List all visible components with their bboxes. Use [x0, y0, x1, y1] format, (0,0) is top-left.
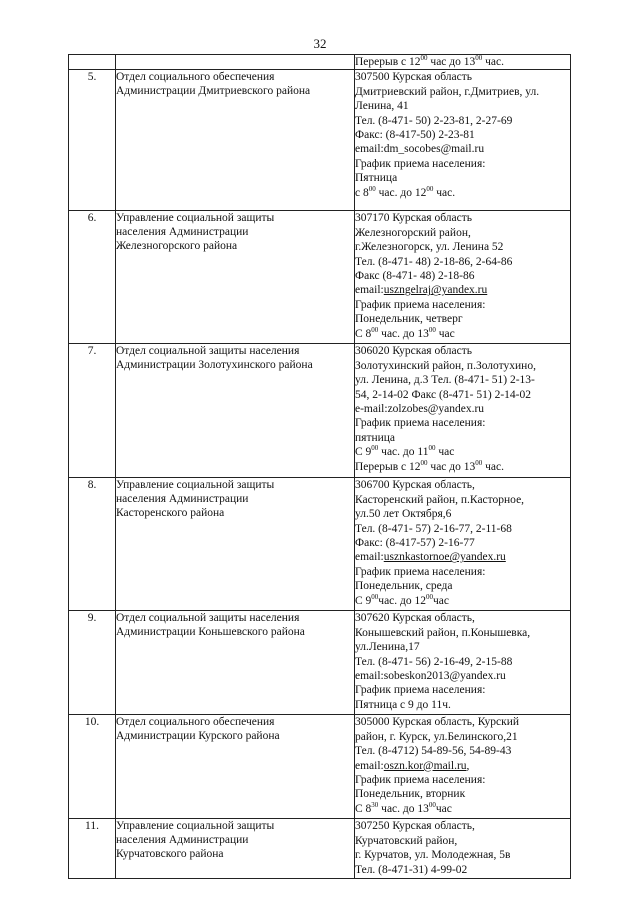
organization-name: Отдел социальной защиты населения Администрации Коньшевского района	[116, 611, 355, 715]
row-number: 11.	[69, 819, 116, 879]
table-row	[69, 478, 571, 611]
organization-name: Отдел социальной защиты населения Администрации Золотухинского района	[116, 344, 355, 478]
email-link[interactable]: usznkastornoe@yandex.ru	[383, 551, 506, 564]
contact-info: 307620 Курская область, Конышевский район, п.Конышевка, ул.Ленина,17 Тел. (8-471- 56) 2-16-49, 2-15-88 email:sobeskon2013@yandex.ru График приема населения: Пятница с 9 до 11ч.	[355, 611, 571, 715]
row-number: 8.	[69, 478, 116, 611]
row-number: 5.	[69, 70, 116, 211]
table-row	[69, 611, 571, 715]
organization-name: Управление социальной защиты населения Администрации Касторенского района	[116, 478, 355, 611]
reception-hours: С $8^{30}$ час. до $13^{00}час$	[355, 800, 452, 815]
row-number: 7.	[69, 344, 116, 478]
row-number: 6.	[69, 211, 116, 344]
table-row-continuation	[69, 55, 571, 70]
reception-hours: С $9^{00}$ час. до $11^{00}$ час	[355, 444, 455, 459]
row-number: 9.	[69, 611, 116, 715]
reception-hours: С $9^{00}час$. до $12^{00}час$	[355, 592, 450, 607]
contact-info: 306020 Курская область Золотухинский район, п.Золотухино, ул. Ленина, д.3 Тел. (8-471- 51) 2-13- 54, 2-14-02 Факс (8-471- 51) 2-14-02 e-mail:zolzobes@yandex.ru График приема населения: пятница С $9^{00}$ час. до $11^{00}$ час Перерыв с $12^{00}$ час до $13^{00}$ час.	[355, 344, 571, 478]
reception-hours: С $8^{00}$ час. до $13^{00}$ час	[355, 325, 455, 340]
organization-name: Управление социальной защиты населения Администрации Курчатовского района	[116, 819, 355, 879]
break-hours: Перерыв с $12^{00}$ час до $13^{00}$ час.	[355, 54, 504, 68]
row-number: 10.	[69, 715, 116, 819]
contact-info: 305000 Курская область, Курский район, г. Курск, ул.Белинского,21 Тел. (8-4712) 54-89-56, 54-89-43 email:oszn.kor@mail.ru, График приема населения: Понедельник, вторник С $8^{30}$ час. до $13^{00}час$	[355, 715, 571, 819]
reception-hours: с $8^{00}$ час. до $12^{00}$ час.	[355, 184, 456, 199]
contact-info: 307500 Курская область Дмитриевский район, г.Дмитриев, ул. Ленина, 41 Тел. (8-471- 50) 2-23-81, 2-27-69 Факс: (8-417-50) 2-23-81 email:dm_socobes@mail.ru График приема населения: Пятница с $8^{00}$ час. до $12^{00}$ час.	[355, 70, 571, 211]
contact-info: 306700 Курская область, Касторенский район, п.Касторное, ул.50 лет Октября,6 Тел. (8-471- 57) 2-16-77, 2-11-68 Факс: (8-417-57) 2-16-77 email:usznkastornoe@yandex.ru График приема населения: Понедельник, среда С $9^{00}час$. до $12^{00}час$	[355, 478, 571, 611]
organization-name: Отдел социального обеспечения Администрации Курского района	[116, 715, 355, 819]
organization-name: Отдел социального обеспечения Администрации Дмитриевского района	[116, 70, 355, 211]
break-hours: Перерыв с $12^{00}$ час до $13^{00}$ час.	[355, 458, 504, 473]
contact-info: 307170 Курская область Железногорский район, г.Железногорск, ул. Ленина 52 Тел. (8-471- 48) 2-18-86, 2-64-86 Факс (8-471- 48) 2-18-86 email:uszngelraj@yandex.ru График приема населения: Понедельник, четверг С $8^{00}$ час. до $13^{00}$ час	[355, 211, 571, 344]
email-link[interactable]: oszn.kor@mail.ru	[383, 759, 467, 772]
organization-name: Управление социальной защиты населения Администрации Железногорского района	[116, 211, 355, 344]
table-row	[69, 344, 571, 478]
page-number: 32	[313, 36, 327, 51]
table-row	[69, 211, 571, 344]
directory-table	[68, 54, 571, 879]
table-row	[69, 70, 571, 211]
contact-info: 307250 Курская область, Курчатовский район, г. Курчатов, ул. Молодежная, 5в Тел. (8-471-31) 4-99-02	[355, 819, 571, 879]
table-row	[69, 715, 571, 819]
email-link[interactable]: uszngelraj@yandex.ru	[383, 284, 488, 297]
table-row	[69, 819, 571, 879]
